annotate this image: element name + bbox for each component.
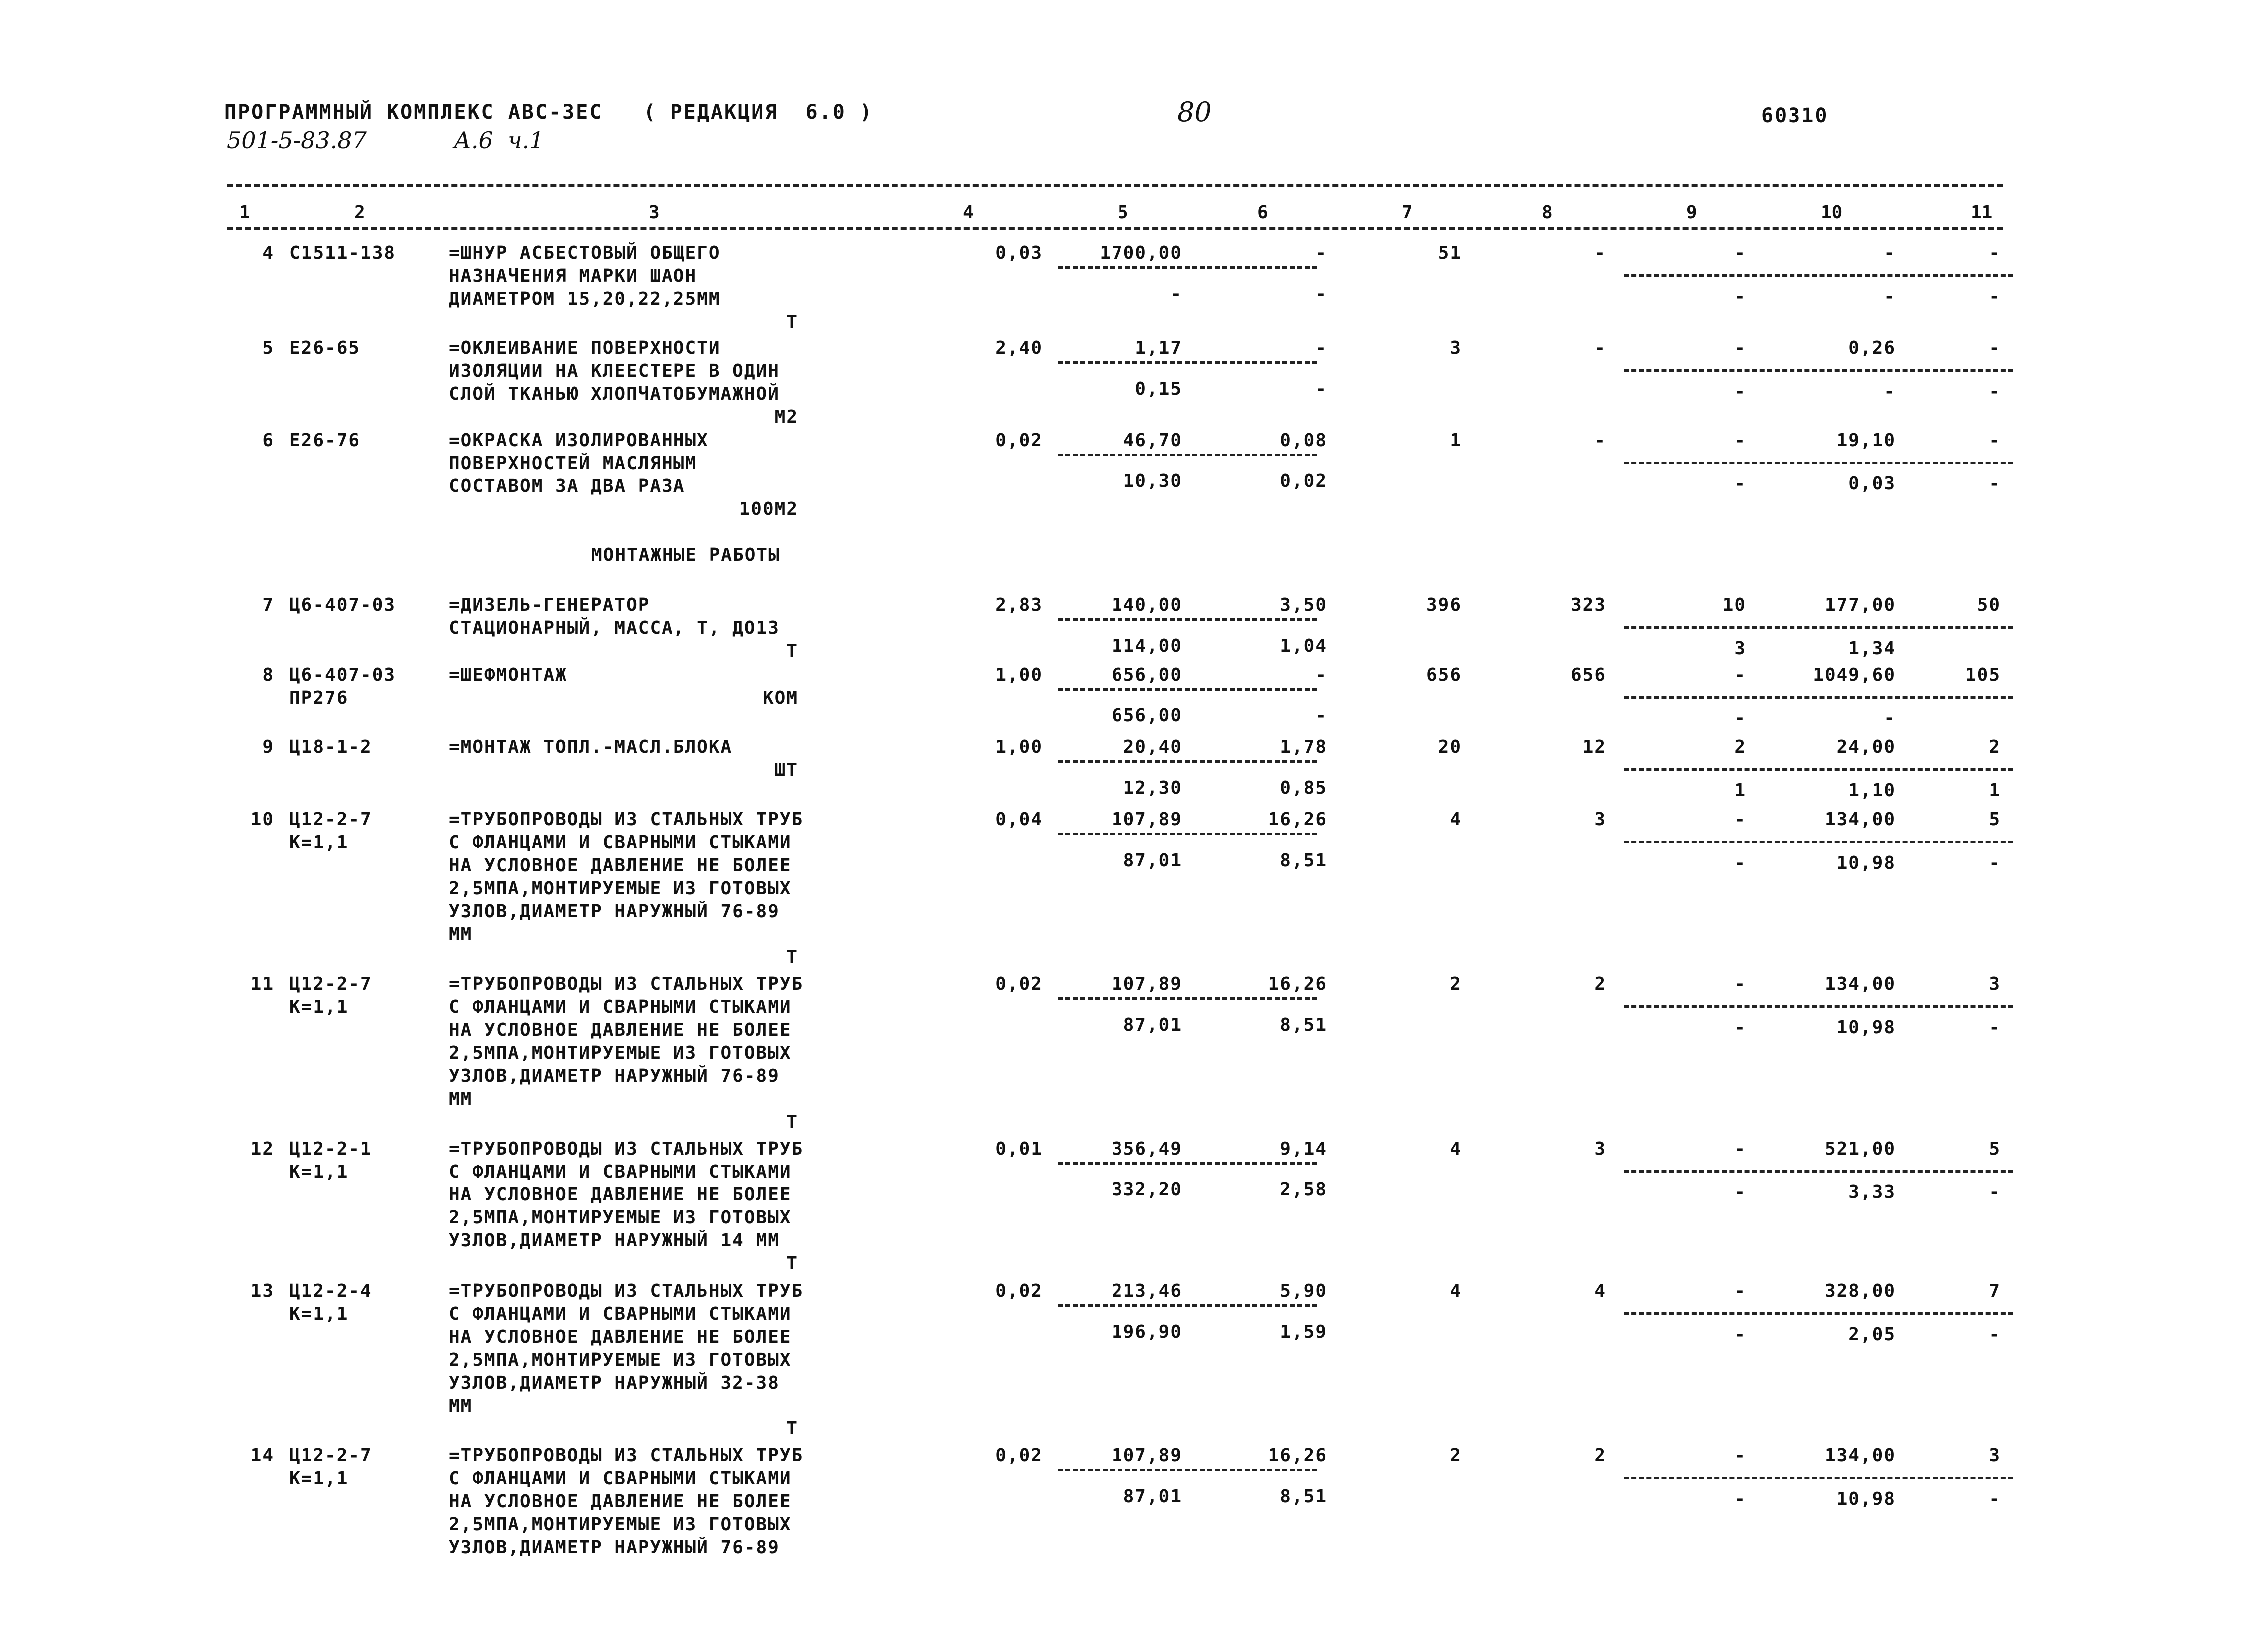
cell-col7: 2	[1450, 974, 1462, 994]
cell-col5-top: 107,89	[1111, 974, 1182, 994]
cell-col5-top: 107,89	[1111, 809, 1182, 830]
row-description-line: =ТРУБОПРОВОДЫ ИЗ СТАЛЬНЫХ ТРУБ	[449, 974, 804, 994]
cell-col7: 3	[1450, 338, 1462, 358]
cell-col7: 4	[1450, 1139, 1462, 1159]
cell-col10-top: 328,00	[1824, 1281, 1896, 1301]
cell-col10-bottom: 10,98	[1836, 1017, 1896, 1038]
row-description-line: ИЗОЛЯЦИИ НА КЛЕЕСТЕРЕ В ОДИН	[449, 361, 780, 381]
cell-col9-bottom: -	[1734, 853, 1746, 873]
row-description-line: ДИАМЕТРОМ 15,20,22,25ММ	[449, 289, 721, 309]
cell-col9-bottom: 3	[1734, 638, 1746, 659]
cell-col10-bottom: 1,10	[1848, 780, 1896, 801]
cell-col9-bottom: -	[1734, 1324, 1746, 1345]
document-number: 60310	[1761, 104, 1829, 127]
cell-col10-bottom: 1,34	[1848, 638, 1896, 659]
cell-col10-bottom: 0,03	[1848, 473, 1896, 494]
row-number: 6	[262, 430, 274, 451]
cell-col5-bottom: 656,00	[1111, 706, 1182, 726]
cell-col9-bottom: -	[1734, 1182, 1746, 1202]
cell-col9-top: 2	[1734, 737, 1746, 757]
column-header-2: 2	[354, 202, 365, 223]
row-description-line: С ФЛАНЦАМИ И СВАРНЫМИ СТЫКАМИ	[449, 1162, 792, 1182]
cell-split-dashes-9-11	[1624, 1005, 2013, 1008]
row-description-line: ММ	[449, 1089, 473, 1109]
row-code: С1511-138	[289, 243, 396, 263]
cell-col5-top: 1700,00	[1100, 243, 1182, 263]
cell-col5-top: 356,49	[1111, 1139, 1182, 1159]
cell-col6-bottom: 8,51	[1280, 850, 1327, 871]
row-description-line: ММ	[449, 924, 473, 944]
cell-col9-top: -	[1734, 974, 1746, 994]
row-number: 4	[262, 243, 274, 263]
cell-quantity: 1,00	[995, 737, 1043, 757]
cell-quantity: 0,02	[995, 974, 1043, 994]
row-description-line: =ОКРАСКА ИЗОЛИРОВАННЫХ	[449, 430, 709, 451]
cell-col11-bottom: -	[1989, 286, 2001, 307]
cell-col8: -	[1594, 243, 1606, 263]
handwritten-reference: 501-5-83.87	[227, 127, 367, 154]
cell-col10-top: 521,00	[1824, 1139, 1896, 1159]
cell-quantity: 0,03	[995, 243, 1043, 263]
cell-col5-bottom: 332,20	[1111, 1180, 1182, 1200]
row-number: 5	[262, 338, 274, 358]
cell-col8: 3	[1594, 1139, 1606, 1159]
cell-col8: -	[1594, 338, 1606, 358]
cell-col11-top: -	[1989, 243, 2001, 263]
row-description-line: =ДИЗЕЛЬ-ГЕНЕРАТОР	[449, 595, 650, 615]
row-description-line: С ФЛАНЦАМИ И СВАРНЫМИ СТЫКАМИ	[449, 997, 792, 1017]
cell-col9-top: -	[1734, 1139, 1746, 1159]
row-unit: Т	[786, 947, 798, 967]
cell-col8: 2	[1594, 974, 1606, 994]
cell-col6-top: 3,50	[1280, 595, 1327, 615]
row-code: Ц12-2-7	[289, 974, 372, 994]
row-unit: Т	[786, 1418, 798, 1439]
row-description-line: НА УСЛОВНОЕ ДАВЛЕНИЕ НЕ БОЛЕЕ	[449, 855, 792, 876]
cell-col11-bottom: -	[1989, 1489, 2001, 1509]
cell-col11-bottom: -	[1989, 1017, 2001, 1038]
cell-col8: 12	[1582, 737, 1606, 757]
row-code: Ц6-407-03	[289, 595, 396, 615]
cell-col9-bottom: -	[1734, 381, 1746, 402]
cell-col5-bottom: 196,90	[1111, 1322, 1182, 1342]
column-header-1: 1	[239, 202, 250, 223]
cell-col7: 656	[1426, 665, 1462, 685]
cell-split-dashes-9-11	[1624, 274, 2013, 277]
cell-col9-bottom: -	[1734, 708, 1746, 728]
row-code-coefficient: К=1,1	[289, 1468, 349, 1489]
row-description-line: 2,5МПА,МОНТИРУЕМЫЕ ИЗ ГОТОВЫХ	[449, 1350, 792, 1370]
cell-split-dashes-9-11	[1624, 768, 2013, 771]
row-code: Ц6-407-03	[289, 665, 396, 685]
cell-col5-bottom: -	[1170, 284, 1182, 304]
cell-split-dashes-5-6	[1058, 833, 1317, 835]
row-description-line: =ОКЛЕИВАНИЕ ПОВЕРХНОСТИ	[449, 338, 721, 358]
cell-col9-top: -	[1734, 809, 1746, 830]
section-title: МОНТАЖНЫЕ РАБОТЫ	[591, 545, 780, 565]
cell-col5-top: 656,00	[1111, 665, 1182, 685]
row-description-line: =ТРУБОПРОВОДЫ ИЗ СТАЛЬНЫХ ТРУБ	[449, 809, 804, 830]
row-description-line: 2,5МПА,МОНТИРУЕМЫЕ ИЗ ГОТОВЫХ	[449, 1043, 792, 1063]
row-description-line: ММ	[449, 1396, 473, 1416]
row-description-line: УЗЛОВ,ДИАМЕТР НАРУЖНЫЙ 76-89	[449, 1066, 780, 1086]
cell-col10-top: -	[1884, 243, 1896, 263]
cell-col11-top: 50	[1977, 595, 2001, 615]
cell-col6-bottom: -	[1315, 379, 1327, 399]
cell-col10-bottom: 10,98	[1836, 1489, 1896, 1509]
cell-split-dashes-9-11	[1624, 696, 2013, 699]
cell-col7: 4	[1450, 1281, 1462, 1301]
row-number: 9	[262, 737, 274, 757]
cell-col10-top: 134,00	[1824, 1445, 1896, 1466]
cell-col9-bottom: -	[1734, 286, 1746, 307]
row-code-coefficient: К=1,1	[289, 997, 349, 1017]
page-number: 80	[1177, 96, 1212, 128]
cell-col10-top: 134,00	[1824, 809, 1896, 830]
row-description-line: С ФЛАНЦАМИ И СВАРНЫМИ СТЫКАМИ	[449, 1468, 792, 1489]
cell-quantity: 1,00	[995, 665, 1043, 685]
cell-col8: 656	[1570, 665, 1606, 685]
cell-col11-top: 5	[1989, 1139, 2001, 1159]
cell-col11-bottom: -	[1989, 1324, 2001, 1345]
cell-col9-top: -	[1734, 430, 1746, 451]
cell-col7: 1	[1450, 430, 1462, 451]
cell-col6-top: -	[1315, 665, 1327, 685]
cell-col6-bottom: -	[1315, 706, 1327, 726]
row-code-coefficient: ПР276	[289, 688, 349, 708]
row-number: 11	[250, 974, 274, 994]
row-code: Ц12-2-1	[289, 1139, 372, 1159]
cell-col11-bottom: -	[1989, 473, 2001, 494]
row-code-coefficient: К=1,1	[289, 832, 349, 853]
cell-col6-bottom: 0,85	[1280, 778, 1327, 798]
row-code: Ц18-1-2	[289, 737, 372, 757]
row-description-line: УЗЛОВ,ДИАМЕТР НАРУЖНЫЙ 32-38	[449, 1373, 780, 1393]
cell-col9-top: -	[1734, 243, 1746, 263]
row-description-line: УЗЛОВ,ДИАМЕТР НАРУЖНЫЙ 76-89	[449, 1537, 780, 1558]
row-code: Е26-76	[289, 430, 361, 451]
cell-col6-top: 16,26	[1268, 974, 1327, 994]
cell-split-dashes-9-11	[1624, 369, 2013, 372]
row-description-line: =ТРУБОПРОВОДЫ ИЗ СТАЛЬНЫХ ТРУБ	[449, 1281, 804, 1301]
cell-col11-top: 3	[1989, 1445, 2001, 1466]
cell-col11-top: 2	[1989, 737, 2001, 757]
cell-col11-top: 3	[1989, 974, 2001, 994]
cell-split-dashes-5-6	[1058, 760, 1317, 763]
program-title: ПРОГРАММНЫЙ КОМПЛЕКС АВС-ЗЕС ( РЕДАКЦИЯ 6.0 )	[224, 101, 873, 124]
row-description-line: 2,5МПА,МОНТИРУЕМЫЕ ИЗ ГОТОВЫХ	[449, 1207, 792, 1228]
cell-col10-bottom: 3,33	[1848, 1182, 1896, 1202]
cell-col7: 396	[1426, 595, 1462, 615]
row-number: 14	[250, 1445, 274, 1466]
cell-col10-top: 24,00	[1836, 737, 1896, 757]
cell-col10-bottom: 10,98	[1836, 853, 1896, 873]
row-unit: Т	[786, 1253, 798, 1274]
cell-split-dashes-5-6	[1058, 1304, 1317, 1307]
cell-col7: 20	[1438, 737, 1462, 757]
cell-col11-bottom: -	[1989, 1182, 2001, 1202]
cell-col8: 323	[1570, 595, 1606, 615]
cell-col9-top: -	[1734, 1281, 1746, 1301]
cell-col6-top: 5,90	[1280, 1281, 1327, 1301]
column-header-6: 6	[1257, 202, 1268, 223]
cell-col11-top: 5	[1989, 809, 2001, 830]
cell-col11-bottom: -	[1989, 853, 2001, 873]
row-description-line: =ТРУБОПРОВОДЫ ИЗ СТАЛЬНЫХ ТРУБ	[449, 1139, 804, 1159]
cell-col9-bottom: 1	[1734, 780, 1746, 801]
row-code: Ц12-2-7	[289, 809, 372, 830]
row-code-coefficient: К=1,1	[289, 1162, 349, 1182]
row-number: 10	[250, 809, 274, 830]
cell-split-dashes-9-11	[1624, 1477, 2013, 1479]
row-description-line: С ФЛАНЦАМИ И СВАРНЫМИ СТЫКАМИ	[449, 832, 792, 853]
row-description-line: =ТРУБОПРОВОДЫ ИЗ СТАЛЬНЫХ ТРУБ	[449, 1445, 804, 1466]
cell-col5-bottom: 12,30	[1123, 778, 1182, 798]
row-description-line: НА УСЛОВНОЕ ДАВЛЕНИЕ НЕ БОЛЕЕ	[449, 1327, 792, 1347]
cell-col11-top: 105	[1965, 665, 2001, 685]
cell-col10-bottom: 2,05	[1848, 1324, 1896, 1345]
cell-col6-top: 16,26	[1268, 1445, 1327, 1466]
cell-col5-top: 1,17	[1135, 338, 1182, 358]
cell-quantity: 2,40	[995, 338, 1043, 358]
column-header-4: 4	[963, 202, 974, 223]
cell-split-dashes-9-11	[1624, 1170, 2013, 1173]
row-number: 12	[250, 1139, 274, 1159]
row-description-line: =МОНТАЖ ТОПЛ.-МАСЛ.БЛОКА	[449, 737, 733, 757]
row-description-line: НАЗНАЧЕНИЯ МАРКИ ШАОН	[449, 266, 697, 286]
cell-col8: -	[1594, 430, 1606, 451]
cell-col11-top: 7	[1989, 1281, 2001, 1301]
cell-col8: 4	[1594, 1281, 1606, 1301]
cell-split-dashes-5-6	[1058, 1162, 1317, 1165]
cell-quantity: 2,83	[995, 595, 1043, 615]
cell-quantity: 0,02	[995, 430, 1043, 451]
cell-col9-top: -	[1734, 1445, 1746, 1466]
cell-split-dashes-9-11	[1624, 462, 2013, 464]
cell-split-dashes-5-6	[1058, 266, 1317, 269]
row-description-line: С ФЛАНЦАМИ И СВАРНЫМИ СТЫКАМИ	[449, 1304, 792, 1324]
column-header-9: 9	[1686, 202, 1697, 223]
cell-col5-bottom: 87,01	[1123, 1486, 1182, 1507]
row-unit: Т	[786, 1112, 798, 1132]
cell-col6-top: -	[1315, 338, 1327, 358]
row-description-line: УЗЛОВ,ДИАМЕТР НАРУЖНЫЙ 76-89	[449, 901, 780, 922]
cell-col6-top: 0,08	[1280, 430, 1327, 451]
row-code: Ц12-2-4	[289, 1281, 372, 1301]
cell-split-dashes-9-11	[1624, 626, 2013, 629]
cell-quantity: 0,01	[995, 1139, 1043, 1159]
cell-split-dashes-9-11	[1624, 841, 2013, 843]
cell-col7: 2	[1450, 1445, 1462, 1466]
cell-split-dashes-5-6	[1058, 688, 1317, 691]
row-unit: Т	[786, 641, 798, 661]
cell-col6-bottom: 0,02	[1280, 471, 1327, 491]
column-header-10: 10	[1821, 202, 1843, 223]
cell-col5-top: 213,46	[1111, 1281, 1182, 1301]
cell-split-dashes-5-6	[1058, 1469, 1317, 1471]
cell-col10-top: 134,00	[1824, 974, 1896, 994]
cell-col10-bottom: -	[1884, 381, 1896, 402]
cell-col6-bottom: 1,59	[1280, 1322, 1327, 1342]
row-description-line: СОСТАВОМ ЗА ДВА РАЗА	[449, 476, 685, 496]
cell-col9-top: -	[1734, 338, 1746, 358]
cell-col6-bottom: -	[1315, 284, 1327, 304]
row-description-line: ПОВЕРХНОСТЕЙ МАСЛЯНЫМ	[449, 453, 697, 473]
cell-quantity: 0,02	[995, 1445, 1043, 1466]
column-header-5: 5	[1118, 202, 1128, 223]
cell-col6-bottom: 1,04	[1280, 636, 1327, 656]
cell-col5-top: 46,70	[1123, 430, 1182, 451]
row-unit: Т	[786, 312, 798, 332]
row-description-line: СТАЦИОНАРНЫЙ, МАССА, Т, ДО13	[449, 618, 780, 638]
row-unit: ШТ	[774, 760, 798, 780]
row-description-line: =ШНУР АСБЕСТОВЫЙ ОБЩЕГО	[449, 243, 721, 263]
column-header-8: 8	[1542, 202, 1553, 223]
cell-split-dashes-5-6	[1058, 361, 1317, 364]
cell-col6-top: 16,26	[1268, 809, 1327, 830]
cell-col5-top: 107,89	[1111, 1445, 1182, 1466]
cell-col9-bottom: -	[1734, 473, 1746, 494]
cell-col6-bottom: 2,58	[1280, 1180, 1327, 1200]
column-header-7: 7	[1402, 202, 1413, 223]
cell-split-dashes-5-6	[1058, 454, 1317, 456]
cell-col5-top: 140,00	[1111, 595, 1182, 615]
cell-col6-bottom: 8,51	[1280, 1015, 1327, 1035]
cell-col6-bottom: 8,51	[1280, 1486, 1327, 1507]
cell-col5-bottom: 0,15	[1135, 379, 1182, 399]
cell-col10-top: 0,26	[1848, 338, 1896, 358]
row-number: 8	[262, 665, 274, 685]
cell-col6-top: 9,14	[1280, 1139, 1327, 1159]
row-description-line: НА УСЛОВНОЕ ДАВЛЕНИЕ НЕ БОЛЕЕ	[449, 1491, 792, 1512]
cell-col11-bottom: -	[1989, 381, 2001, 402]
row-unit: М2	[774, 407, 798, 427]
cell-col11-top: -	[1989, 430, 2001, 451]
cell-col9-top: -	[1734, 665, 1746, 685]
handwritten-section: А.6 ч.1	[454, 127, 544, 154]
row-unit: 100М2	[739, 499, 798, 519]
row-description-line: НА УСЛОВНОЕ ДАВЛЕНИЕ НЕ БОЛЕЕ	[449, 1184, 792, 1205]
cell-col7: 4	[1450, 809, 1462, 830]
cell-split-dashes-5-6	[1058, 618, 1317, 621]
cell-col10-bottom: -	[1884, 708, 1896, 728]
cell-col9-bottom: -	[1734, 1017, 1746, 1038]
row-code: Ц12-2-7	[289, 1445, 372, 1466]
cell-col6-top: 1,78	[1280, 737, 1327, 757]
row-number: 13	[250, 1281, 274, 1301]
cell-col11-top: -	[1989, 338, 2001, 358]
cell-split-dashes-9-11	[1624, 1312, 2013, 1315]
cell-col6-top: -	[1315, 243, 1327, 263]
cell-col8: 2	[1594, 1445, 1606, 1466]
row-code: Е26-65	[289, 338, 361, 358]
cell-col5-bottom: 87,01	[1123, 850, 1182, 871]
cell-quantity: 0,04	[995, 809, 1043, 830]
row-description-line: =ШЕФМОНТАЖ	[449, 665, 567, 685]
row-description-line: НА УСЛОВНОЕ ДАВЛЕНИЕ НЕ БОЛЕЕ	[449, 1020, 792, 1040]
cell-col10-bottom: -	[1884, 286, 1896, 307]
row-unit: КОМ	[762, 688, 798, 708]
column-header-11: 11	[1971, 202, 1993, 223]
cell-col10-top: 1049,60	[1813, 665, 1896, 685]
cell-col8: 3	[1594, 809, 1606, 830]
cell-split-dashes-5-6	[1058, 997, 1317, 1000]
cell-col5-bottom: 10,30	[1123, 471, 1182, 491]
row-description-line: СЛОЙ ТКАНЬЮ ХЛОПЧАТОБУМАЖНОЙ	[449, 384, 780, 404]
cell-quantity: 0,02	[995, 1281, 1043, 1301]
cell-col10-top: 177,00	[1824, 595, 1896, 615]
cell-col5-bottom: 87,01	[1123, 1015, 1182, 1035]
cell-col5-top: 20,40	[1123, 737, 1182, 757]
cell-col9-bottom: -	[1734, 1489, 1746, 1509]
row-description-line: 2,5МПА,МОНТИРУЕМЫЕ ИЗ ГОТОВЫХ	[449, 878, 792, 899]
cell-col5-bottom: 114,00	[1111, 636, 1182, 656]
cell-col10-top: 19,10	[1836, 430, 1896, 451]
cell-col9-top: 10	[1722, 595, 1746, 615]
row-description-line: 2,5МПА,МОНТИРУЕМЫЕ ИЗ ГОТОВЫХ	[449, 1514, 792, 1535]
row-number: 7	[262, 595, 274, 615]
cell-col11-bottom: 1	[1989, 780, 2001, 801]
row-description-line: УЗЛОВ,ДИАМЕТР НАРУЖНЫЙ 14 ММ	[449, 1230, 780, 1251]
row-code-coefficient: К=1,1	[289, 1304, 349, 1324]
cell-col7: 51	[1438, 243, 1462, 263]
column-header-3: 3	[649, 202, 660, 223]
